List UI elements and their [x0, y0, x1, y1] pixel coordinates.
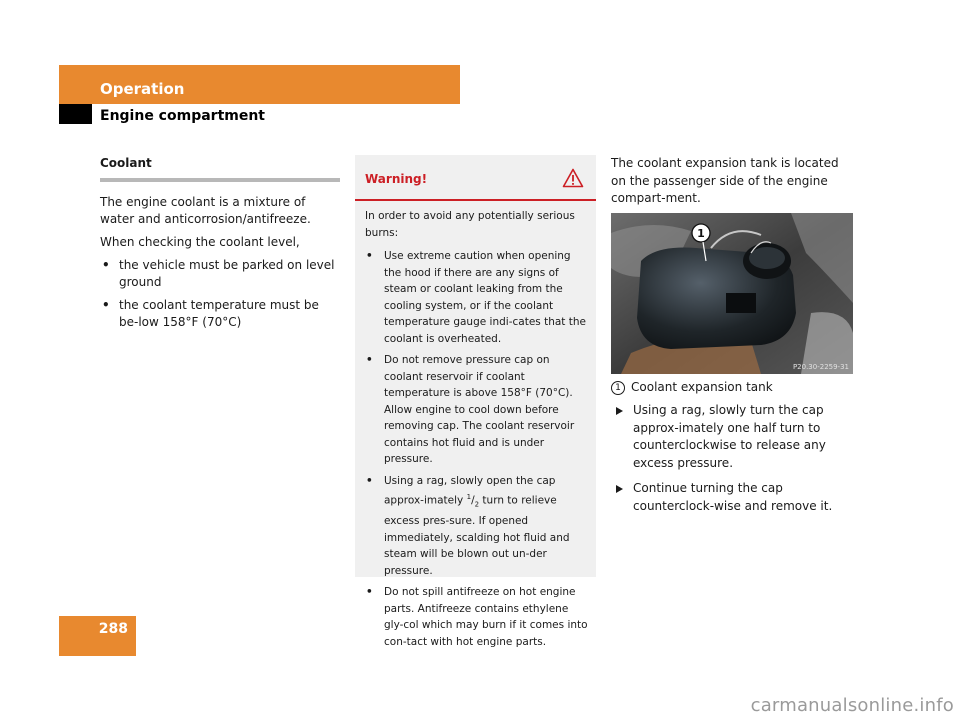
photo-legend [611, 379, 855, 396]
fraction-denominator: 2 [474, 500, 480, 509]
warning-intro: In order to avoid any potentially serious burns: [365, 210, 575, 239]
list-item: • Using a rag, slowly open the cap approx-imately $^1/_2$ turn to relieve excess pres-sure. If opened immediately, scalding hot fluid and steam will be blown out un-der pressure. [365, 473, 588, 580]
fraction-text-before: Using a rag, slowly open the cap approx-imately [384, 474, 556, 507]
coolant-tank-photo [611, 213, 853, 374]
fraction-text-after: turn to relieve excess pres-sure. If opened immediately, scalding hot fluid and steam will be blown out un-der pressure. [384, 494, 570, 577]
warning-header [355, 155, 596, 201]
step-text: Continue turning the cap counterclock-wise and remove it. [633, 481, 833, 513]
list-item: • Do not spill antifreeze on hot engine parts. Antifreeze contains ethylene gly-col which may burn if it comes into con-tact with hot engine parts. [365, 584, 588, 650]
legend-text: Coolant expansion tank [631, 380, 773, 394]
list-item: • Do not remove pressure cap on coolant reservoir if coolant temperature is above 158°F (70°C). Allow engine to cool down before removing cap. The coolant reservoir contains hot fluid and is under pressure. [365, 352, 588, 468]
instruction-steps [611, 402, 855, 523]
warning-triangle-icon [562, 168, 584, 188]
list-item [611, 402, 855, 472]
subsection-title: Engine compartment [100, 108, 265, 124]
list-item: • the vehicle must be parked on level ground [100, 257, 340, 291]
list-item: • the coolant temperature must be be-low 158°F (70°C) [100, 297, 340, 331]
coolant-check-lead: When checking the coolant level, [100, 235, 300, 249]
list-item [611, 480, 855, 515]
warning-title: Warning! [365, 172, 428, 186]
coolant-intro: The engine coolant is a mixture of water and anticorrosion/antifreeze. [100, 195, 311, 226]
page-number: 288 [98, 621, 128, 637]
fraction-numerator: 1 [466, 493, 472, 501]
coolant-heading: Coolant [100, 155, 340, 182]
page-number-box [59, 616, 136, 656]
photo-callout-number: 1 [697, 227, 705, 240]
list-item: • Use extreme caution when opening the hood if there are any signs of steam or coolant leaking from the cooling system, or if the coolant temperature gauge indi-cates that the coolant is overheated. [365, 248, 588, 347]
coolant-tank-illustration [611, 213, 853, 374]
warning-box [355, 155, 596, 648]
header-tab-marker [59, 104, 92, 124]
section-title: Operation [100, 80, 185, 98]
arrow-right-icon [616, 485, 623, 493]
step-text: Using a rag, slowly turn the cap approx-imately one half turn to counterclockwise to release any excess pressure. [633, 403, 826, 470]
warning-body [355, 201, 596, 650]
watermark: carmanualsonline.info [750, 695, 954, 716]
location-column [611, 155, 855, 208]
location-intro: The coolant expansion tank is located on the passenger side of the engine compart-ment. [611, 156, 839, 205]
photo-code: P20.30-2259-31 [792, 363, 849, 371]
coolant-column [100, 155, 340, 337]
legend-number-badge: 1 [611, 381, 625, 395]
coolant-bullet-list [100, 257, 340, 331]
arrow-right-icon [616, 407, 623, 415]
warning-bullet-list [365, 248, 588, 650]
